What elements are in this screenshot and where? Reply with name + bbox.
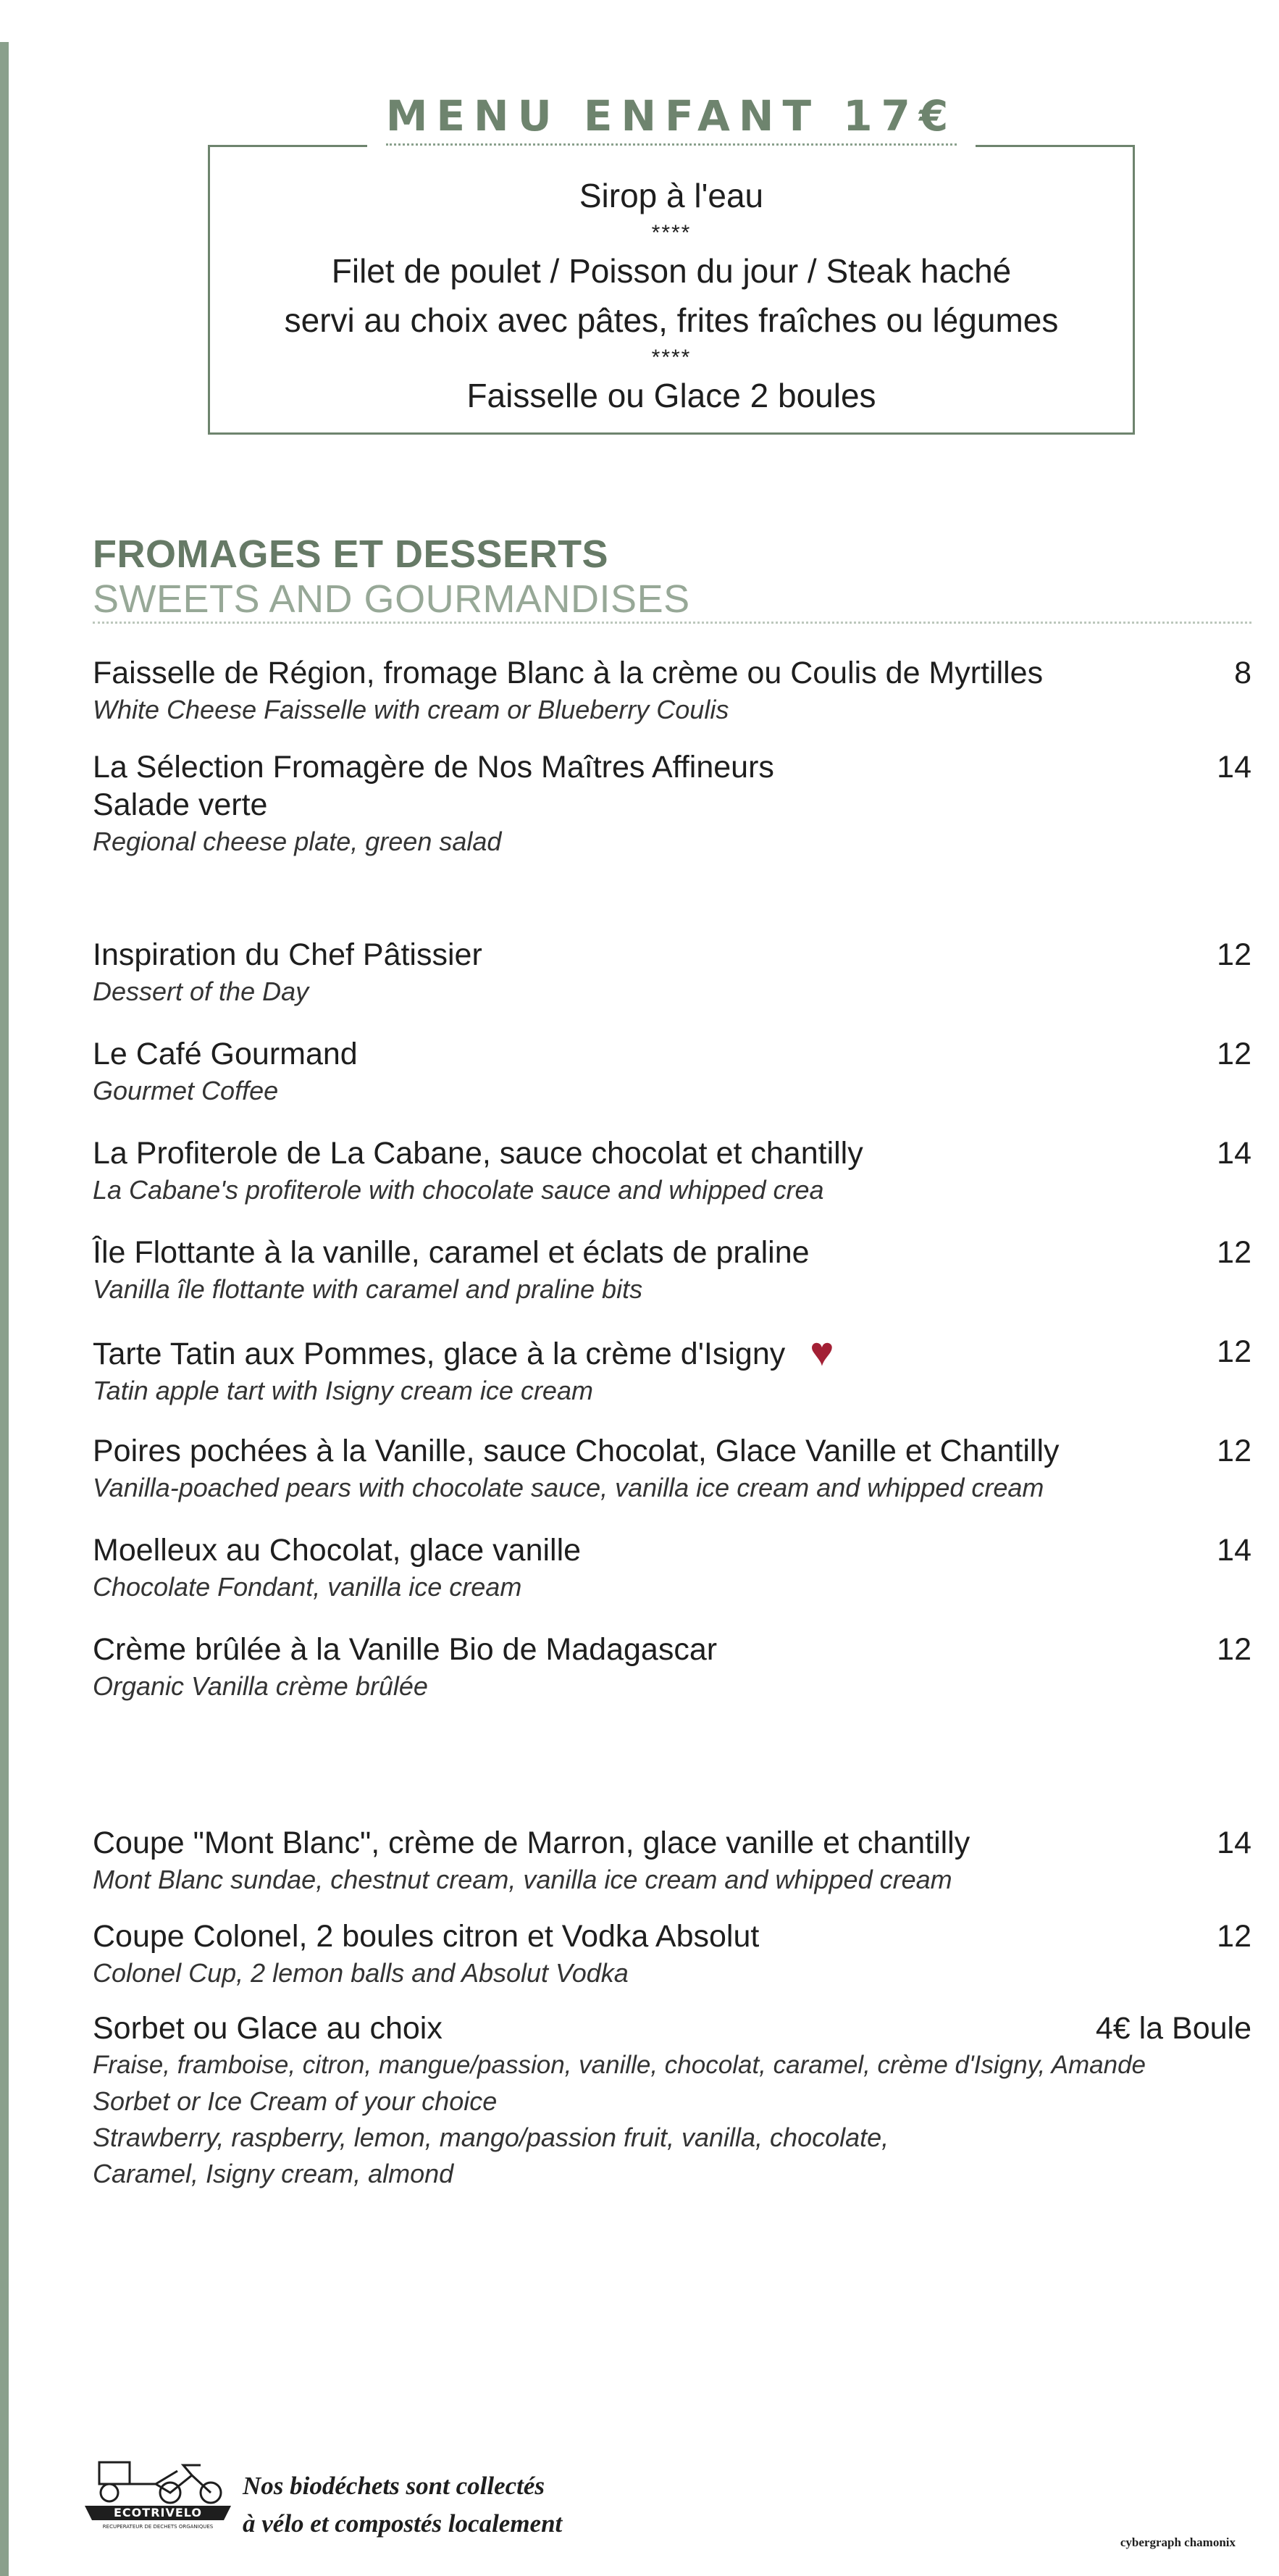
item-price: 12 — [1217, 1632, 1251, 1667]
item-name: Coupe Colonel, 2 boules citron et Vodka Absolut — [93, 1919, 760, 1954]
kids-menu-dessert: Faisselle ou Glace 2 boules — [466, 377, 876, 414]
menu-item — [93, 1432, 1251, 1506]
heart-icon: ♥ — [810, 1329, 834, 1374]
item-description: Regional cheese plate, green salad — [93, 827, 502, 856]
item-price: 12 — [1217, 937, 1251, 972]
item-description: La Cabane's profiterole with chocolate sauce and whipped crea — [93, 1175, 824, 1205]
item-price: 12 — [1217, 1919, 1251, 1954]
item-price: 12 — [1217, 1334, 1251, 1369]
item-name — [93, 1329, 1251, 1374]
item-description: Dessert of the Day — [93, 977, 309, 1006]
item-price: 14 — [1217, 1136, 1251, 1171]
item-name: La Sélection Fromagère de Nos Maîtres Affineurs — [93, 750, 774, 785]
menu-item — [93, 936, 1251, 1010]
eco-message-line1: Nos biodéchets sont collectés — [243, 2472, 545, 2500]
item-price: 12 — [1217, 1434, 1251, 1468]
menu-item — [93, 2010, 1251, 2192]
menu-item — [93, 1035, 1251, 1109]
item-description: Strawberry, raspberry, lemon, mango/passion fruit, vanilla, chocolate, — [93, 2123, 889, 2152]
item-name: Le Café Gourmand — [93, 1037, 358, 1071]
item-description: Vanilla-poached pears with chocolate sauce, vanilla ice cream and whipped cream — [93, 1473, 1044, 1502]
item-price: 14 — [1217, 1826, 1251, 1860]
item-price: 14 — [1217, 750, 1251, 785]
eco-message — [243, 2467, 562, 2543]
item-description: Organic Vanilla crème brûlée — [93, 1671, 428, 1701]
kids-menu-separator: **** — [651, 221, 692, 245]
menu-item — [93, 1329, 1251, 1409]
item-description: Vanilla île flottante with caramel and praline bits — [93, 1274, 643, 1304]
kids-menu-content — [210, 171, 1133, 420]
section-header — [93, 532, 1251, 622]
item-name: La Profiterole de La Cabane, sauce chocolat et chantilly — [93, 1136, 863, 1171]
item-name: Faisselle de Région, fromage Blanc à la crème ou Coulis de Myrtilles — [93, 656, 1044, 690]
item-price: 4€ la Boule — [1095, 2011, 1251, 2046]
item-description: Fraise, framboise, citron, mangue/passion, vanille, chocolat, caramel, crème d'Isigny, Amande — [93, 2051, 1146, 2079]
kids-menu-drink: Sirop à l'eau — [579, 177, 764, 214]
item-name: Moelleux au Chocolat, glace vanille — [93, 1533, 582, 1568]
item-description: White Cheese Faisselle with cream or Blueberry Coulis — [93, 695, 729, 724]
item-name: Sorbet ou Glace au choix — [93, 2011, 443, 2046]
item-name: Crème brûlée à la Vanille Bio de Madagascar — [93, 1632, 718, 1667]
item-description: Chocolate Fondant, vanilla ice cream — [93, 1572, 522, 1602]
menu-item — [93, 1824, 1251, 1898]
item-description: Sorbet or Ice Cream of your choice — [93, 2086, 498, 2116]
item-name-text: Tarte Tatin aux Pommes, glace à la crème d'Isigny — [93, 1337, 786, 1371]
eco-message-line2: à vélo et compostés localement — [243, 2509, 563, 2538]
eco-tagline: RECUPERATEUR DE DECHETS ORGANIQUES — [102, 2524, 214, 2530]
item-price: 8 — [1234, 656, 1251, 690]
item-name: Inspiration du Chef Pâtissier — [93, 937, 482, 972]
section-title: FROMAGES ET DESSERTS — [93, 532, 609, 576]
menu-item — [93, 748, 1251, 860]
design-credit: cybergraph chamonix — [1120, 2535, 1236, 2549]
section-subtitle: SWEETS AND GOURMANDISES — [93, 577, 690, 621]
kids-menu-header — [367, 85, 976, 165]
menu-item — [93, 1134, 1251, 1208]
left-accent-bar — [0, 42, 9, 2576]
menu-item — [93, 1918, 1251, 1991]
kids-menu-title: MENU ENFANT 17€ — [386, 91, 957, 146]
eco-brand: ECOTRIVELO — [114, 2506, 202, 2519]
item-name: Île Flottante à la vanille, caramel et éclats de praline — [93, 1235, 810, 1270]
item-description: Mont Blanc sundae, chestnut cream, vanilla ice cream and whipped cream — [93, 1865, 952, 1894]
kids-menu-separator: **** — [651, 346, 692, 369]
item-description: Colonel Cup, 2 lemon balls and Absolut Vodka — [93, 1958, 629, 1988]
menu-item — [93, 1531, 1251, 1605]
item-name-secondary: Salade verte — [93, 787, 268, 822]
menu-item — [93, 1631, 1251, 1705]
menu-item — [93, 654, 1251, 728]
section-divider — [93, 622, 1251, 624]
item-price: 14 — [1217, 1533, 1251, 1568]
item-description: Gourmet Coffee — [93, 1076, 279, 1105]
item-name: Coupe "Mont Blanc", crème de Marron, glace vanille et chantilly — [93, 1826, 970, 1860]
item-description: Caramel, Isigny cream, almond — [93, 2159, 454, 2188]
menu-item — [93, 1234, 1251, 1308]
ecotrivelo-logo — [83, 2458, 232, 2535]
kids-menu-sides: servi au choix avec pâtes, frites fraîches ou légumes — [284, 301, 1059, 339]
item-description: Tatin apple tart with Isigny cream ice cream — [93, 1376, 593, 1405]
item-name: Poires pochées à la Vanille, sauce Chocolat, Glace Vanille et Chantilly — [93, 1434, 1060, 1468]
item-price: 12 — [1217, 1235, 1251, 1270]
item-price: 12 — [1217, 1037, 1251, 1071]
kids-menu-mains: Filet de poulet / Poisson du jour / Steak haché — [331, 252, 1012, 290]
